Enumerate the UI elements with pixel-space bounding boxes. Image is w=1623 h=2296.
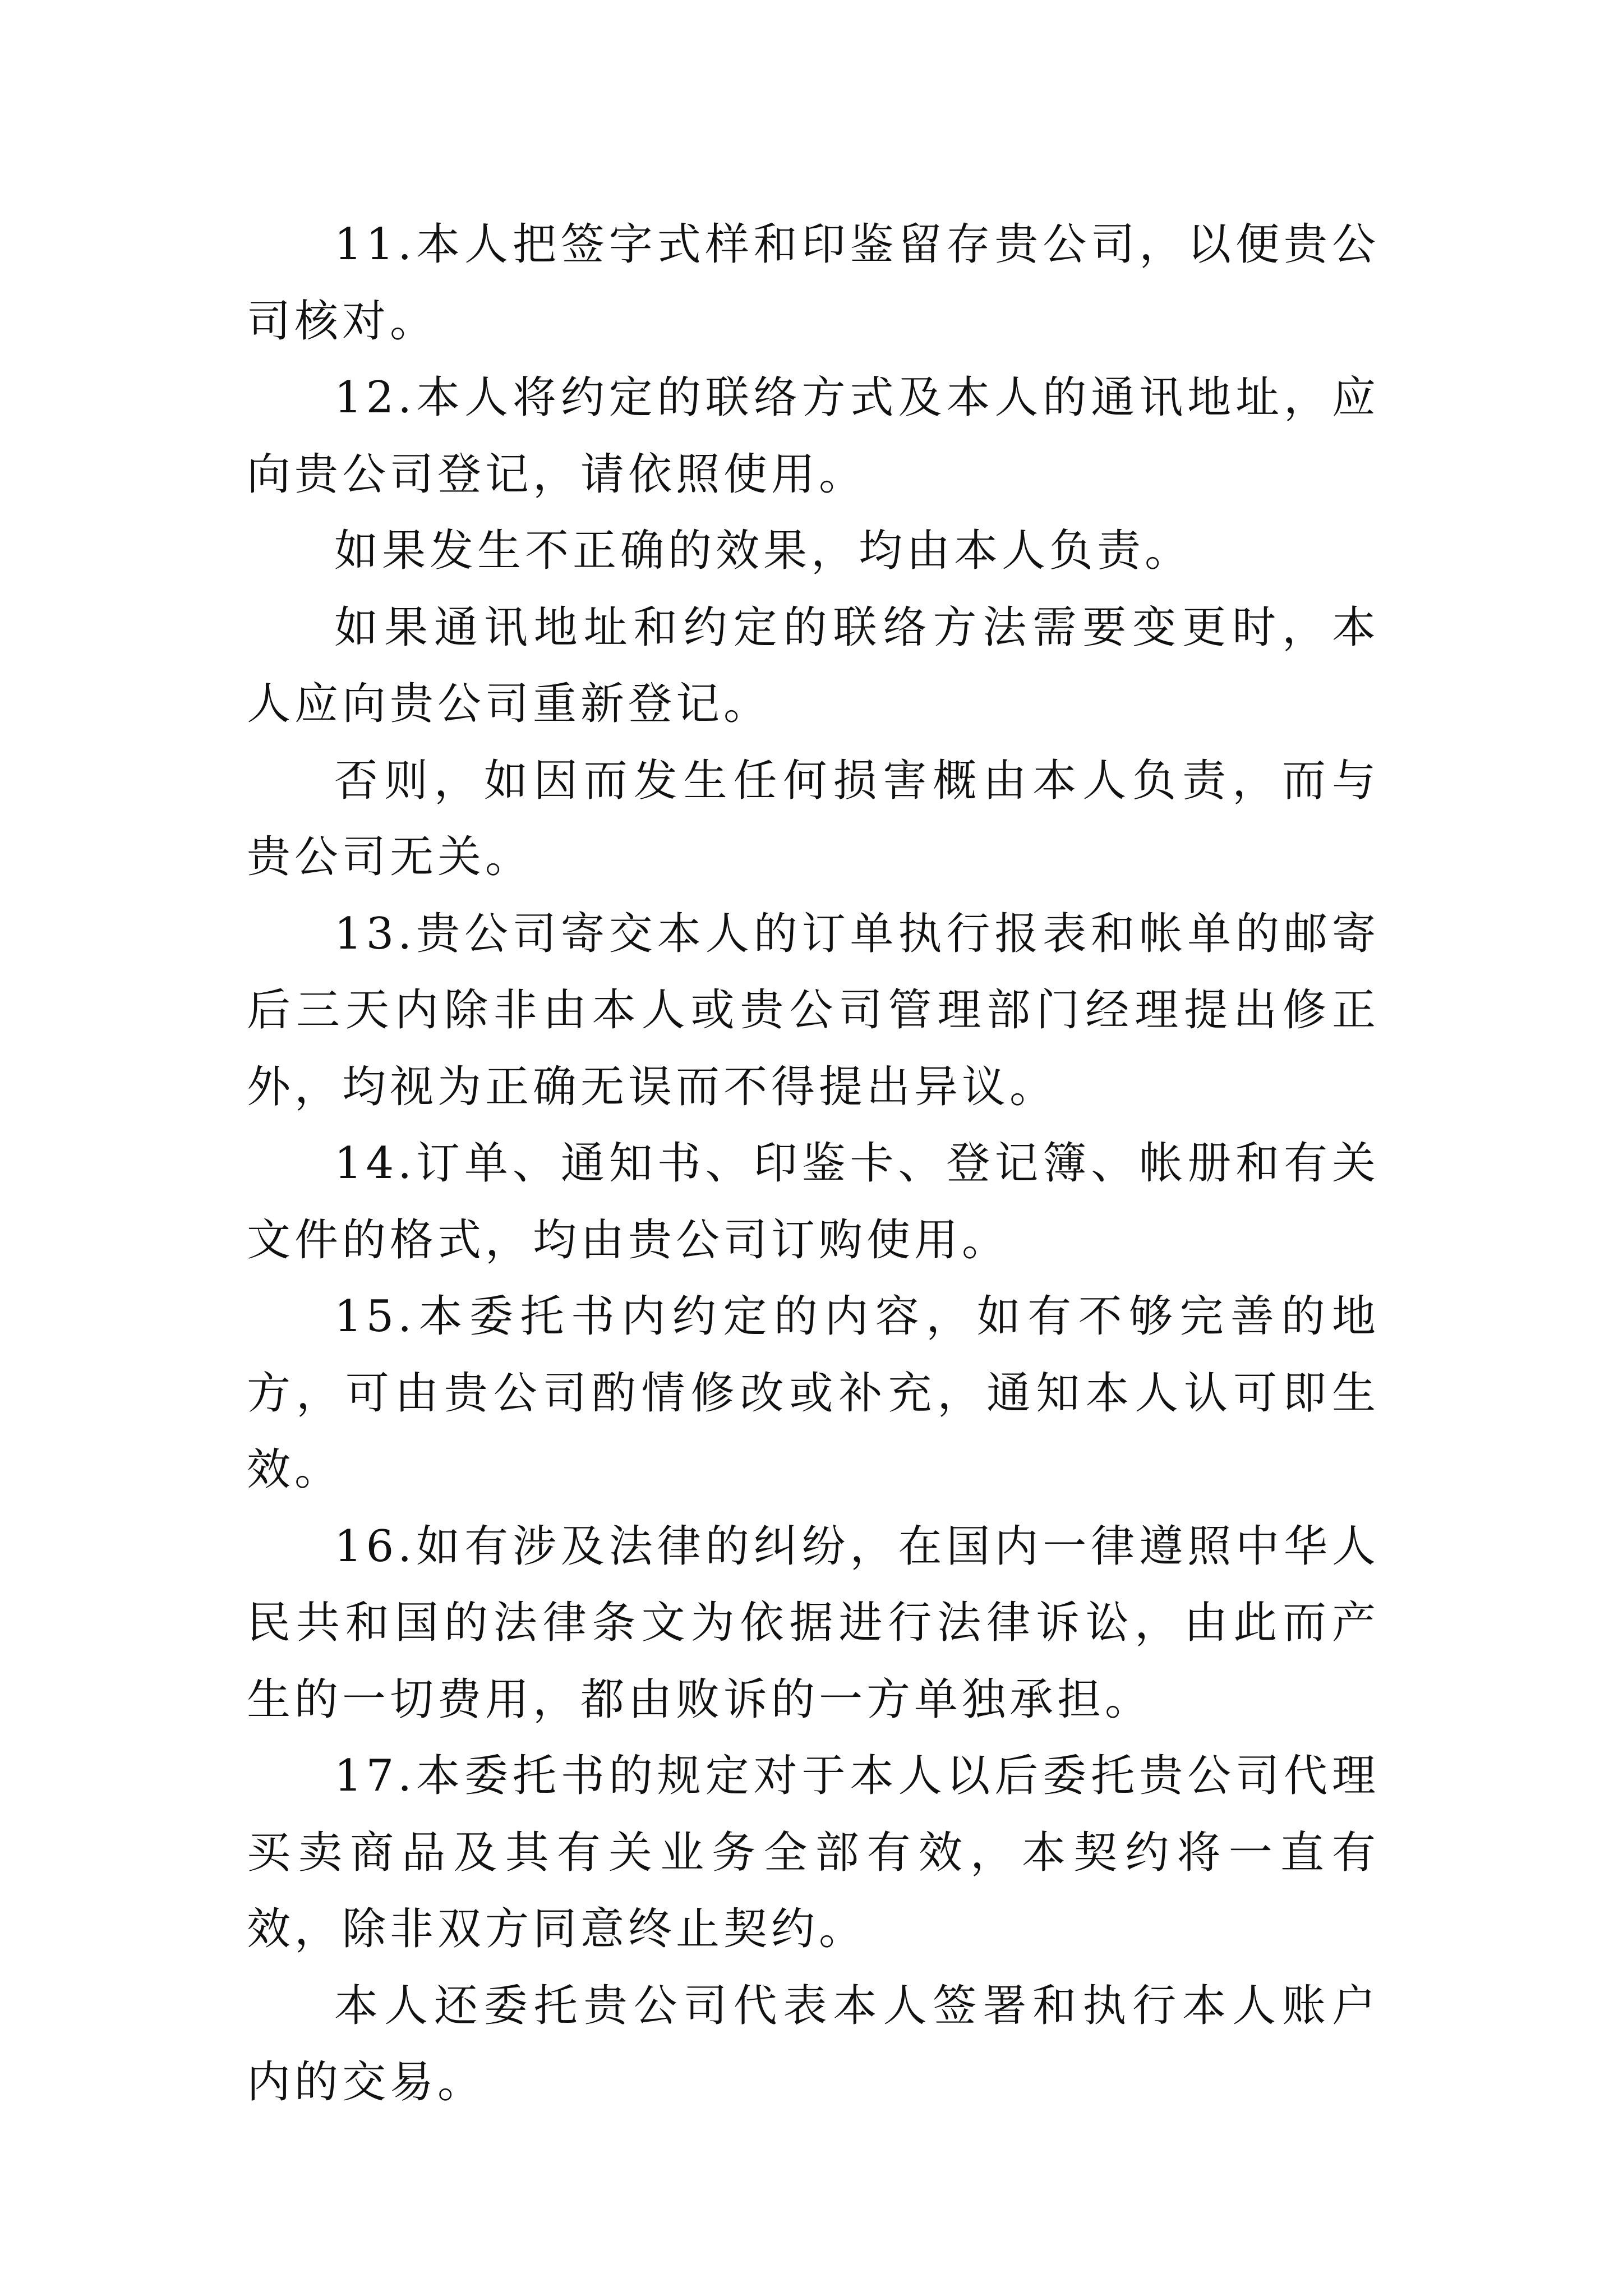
paragraph-clause-11: 11.本人把签字式样和印鉴留存贵公司，以便贵公司核对。 (247, 219, 1380, 347)
paragraph-clause-12-responsibility: 如果发生不正确的效果，均由本人负责。 (334, 526, 1193, 576)
paragraph-clause-15: 15.本委托书内约定的内容，如有不够完善的地方，可由贵公司酌情修改或补充，通知本人认可即生效。 (247, 1291, 1380, 1495)
paragraph-final-authorization: 本人还委托贵公司代表本人签署和执行本人账户内的交易。 (247, 1980, 1380, 2108)
paragraph-clause-16: 16.如有涉及法律的纠纷，在国内一律遵照中华人民共和国的法律条文为依据进行法律诉讼，由此而产生的一切费用，都由败诉的一方单独承担。 (247, 1521, 1380, 1725)
paragraph-clause-12-change-address: 如果通讯地址和约定的联络方法需要变更时，本人应向贵公司重新登记。 (247, 602, 1380, 729)
paragraph-clause-12: 12.本人将约定的联络方式及本人的通讯地址，应向贵公司登记，请依照使用。 (247, 372, 1380, 500)
document-body (247, 206, 1380, 2121)
paragraph-clause-13: 13.贵公司寄交本人的订单执行报表和帐单的邮寄后三天内除非由本人或贵公司管理部门经理提出修正外，均视为正确无误而不得提出异议。 (247, 908, 1380, 1112)
paragraph-clause-17: 17.本委托书的规定对于本人以后委托贵公司代理买卖商品及其有关业务全部有效，本契约将一直有效，除非双方同意终止契约。 (247, 1751, 1380, 1954)
paragraph-clause-14: 14.订单、通知书、印鉴卡、登记簿、帐册和有关文件的格式，均由贵公司订购使用。 (247, 1138, 1380, 1266)
paragraph-clause-12-otherwise: 否则，如因而发生任何损害概由本人负责，而与贵公司无关。 (247, 755, 1380, 882)
